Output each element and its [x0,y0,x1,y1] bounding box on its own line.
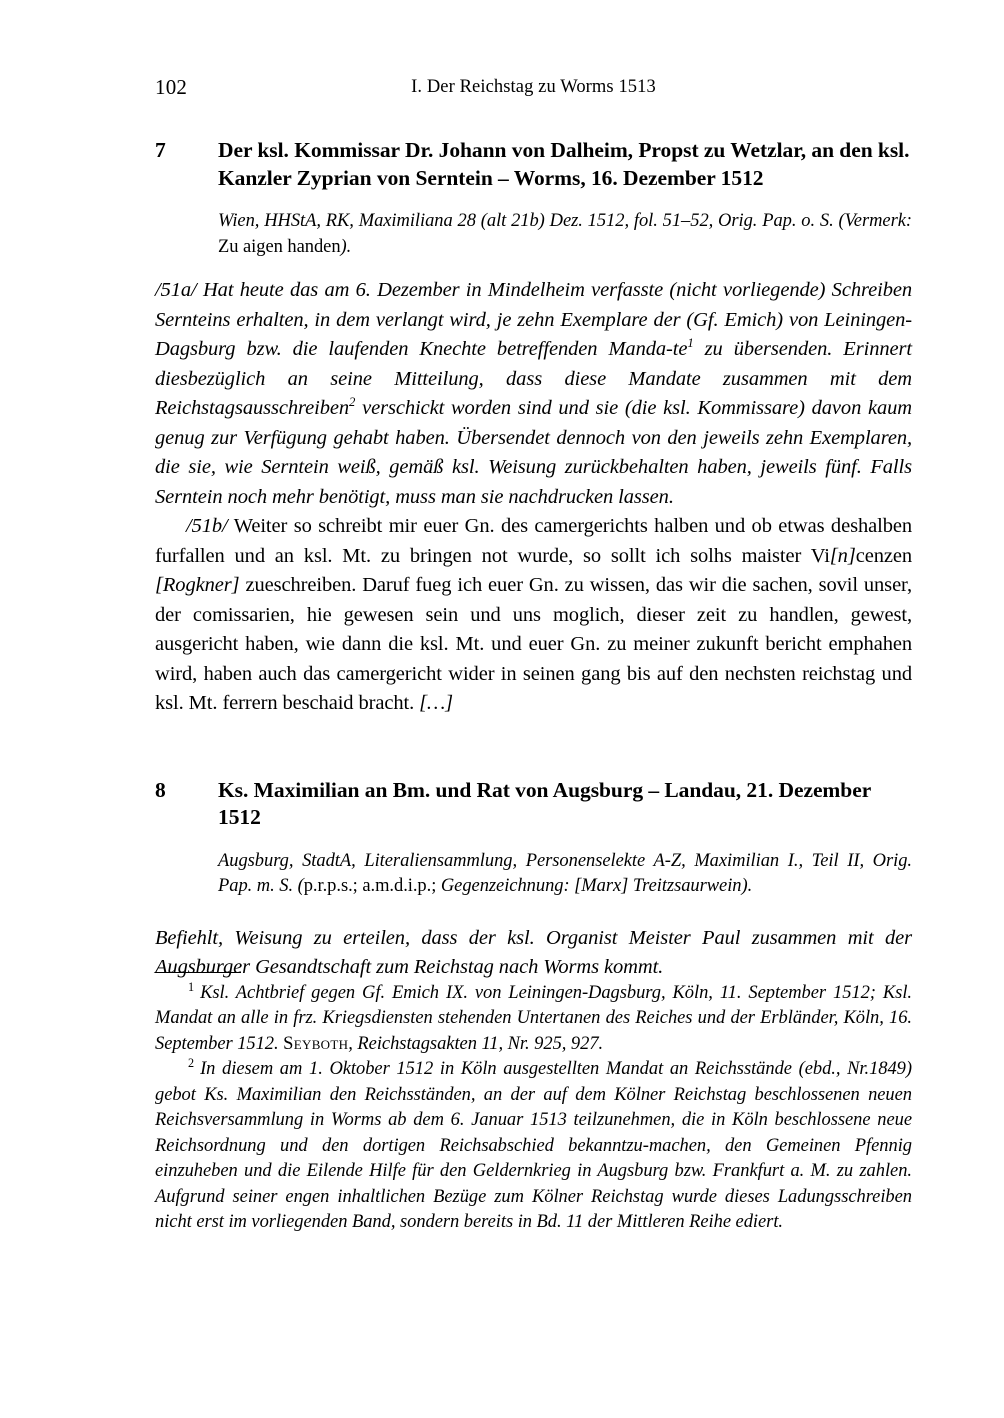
document-title-7: Der ksl. Kommissar Dr. Johann von Dalheim, Propst zu Wetzlar, an den ksl. Kanzler Zyprian von Serntein – Worms, 16. Dezember 1512 [218,138,910,190]
footnote-1-text-part2: , Reichstagsakten 11, Nr. 925, 927. [348,1033,604,1054]
footnote-ref-1[interactable]: 1 [687,336,694,351]
running-head-title: I. Der Reichstag zu Worms 1513 [411,77,656,97]
footnote-1-text-part1: Ksl. Achtbrief gegen Gf. Emich IX. von Leiningen-Dagsburg, Köln, 11. September 1512; Ksl. Mandat an alle in frz. Kriegsdiensten stehenden Untertanen des Reiches und der Erbländer, Köln, 16. September 1512. [155,983,912,1054]
editorial-insertion-n: [n] [829,544,856,567]
folio-marker-51b: /51b/ [186,515,228,538]
source-reference-7 [218,209,912,260]
document-number-7: 7 [155,138,166,162]
source-text-part2: ). [340,236,352,257]
footnotes-section [155,972,912,1235]
source-text-part1: Wien, HHStA, RK, Maximiliana 28 (alt 21b) Dez. 1512, fol. 51–52, Orig. Pap. o. S. (Vermerk: [218,211,912,232]
regest-text-mid: zu übersenden. Erinnert diesbezüglich an seine Mitteilung, dass diese Mandate zusammen mit dem Reichstagsausschreiben [155,338,912,420]
footnote-1-author: Seyboth [283,1033,349,1054]
editorial-insertion-rogkner: [Rogkner] [155,574,240,597]
transcription-part1: Weiter so schreibt mir euer Gn. des camergerichts halben und ob etwas deshalben furfallen und an ksl. Mt. zu bringen not wurde, so sollt ich solhs maister Vi [155,515,912,567]
transcription-part3: zueschreiben. Daruf fueg ich euer Gn. zu wissen, das wir die sachen, sovil unser, der comissarien, hie gewesen sein und uns moglich, dieser zeit zu handlen, gewest, ausgericht haben, wie dann die ksl. Mt. und euer Gn. zu meiner zukunft bericht emphahen wird, haben auch das camergericht wider in seinen gang bis auf den nechsten reichstag und ksl. Mt. ferrern beschaid bracht. [155,574,912,715]
footnote-marker-2: 2 [188,1056,195,1071]
source-reference-8 [218,849,912,900]
ellipsis-marker: […] [419,692,454,715]
transcription-part2: cenzen [855,544,912,567]
page-content [155,0,912,983]
document-heading-7 [155,137,912,192]
regest-8: Befiehlt, Weisung zu erteilen, dass der ksl. Organist Meister Paul zusammen mit der Augsburger Gesandtschaft zum Reichstag nach Worms kommt. [155,926,912,979]
regest-text-post: verschickt worden sind und sie (die ksl. Kommissare) davon kaum genug zur Verfügung gehabt haben. Übersendet dennoch von den jeweils zehn Exemplaren, die sie, wie Serntein weiß, gemäß ksl. Weisung zurückbehalten haben, jeweils fünf. Falls Serntein noch mehr benötigt, muss man sie nachdrucken lassen. [155,397,912,508]
document-number-8: 8 [155,777,166,802]
footnote-separator-rule [155,972,241,973]
footnote-1 [155,981,912,1057]
footnote-ref-2[interactable]: 2 [349,395,356,410]
footnote-2 [155,1057,912,1235]
document-title-8: Ks. Maximilian an Bm. und Rat von Augsburg – Landau, 21. Dezember 1512 [218,777,871,830]
footnote-marker-1: 1 [188,979,195,994]
source-abbreviations-upright: p.r.p.s.; a.m.d.i.p.; [303,876,437,897]
regest-text-pre: /51a/ Hat heute das am 6. Dezember in Mindelheim verfasste (nicht vorliegende) Schreiben Sernteins erhalten, in dem verlangt wird, je zehn Exemplare der (Gf. Emich) von Leiningen-Dagsburg bzw. die laufenden Knechte betreffenden Manda-te [155,279,912,361]
page-number: 102 [155,75,188,99]
source-text-part2: Gegenzeichnung: [Marx] Treitzsaurwein). [436,876,753,897]
document-heading-8 [155,777,912,832]
running-head [155,75,912,115]
source-text-part1: Augsburg, StadtA, Literaliensammlung, Personenselekte A-Z, Maximilian I., Teil II, Orig. Pap. m. S. ( [218,850,912,897]
source-annotation-upright: Zu aigen handen [218,236,341,257]
regest-7 [155,276,912,512]
footnote-2-text-part1: In diesem am 1. Oktober 1512 in Köln ausgestellten Mandat an Reichsstände (ebd., Nr.1849) gebot Ks. Maximilian den Reichsständen, an der auf dem Kölner Reichstag beschlossenen neuen Reichsversammlung in Worms ab dem 6. Januar 1513 teilzunehmen, die in Köln beschlossene neue Reichsordnung und den dortigen Reichsabschied bekanntzu-machen, den Gemeinen Pfennig einzuheben und die Eilende Hilfe für den Geldernkrieg in Augsburg bzw. Frankfurt a. M. zu zahlen. Aufgrund seiner engen inhaltlichen Bezüge zum Kölner Reichstag wurde dieses Ladungsschreiben nicht erst im vorliegenden Band, sondern bereits in Bd. 11 der Mittleren Reihe ediert. [155,1059,912,1232]
transcription-7 [155,512,912,719]
